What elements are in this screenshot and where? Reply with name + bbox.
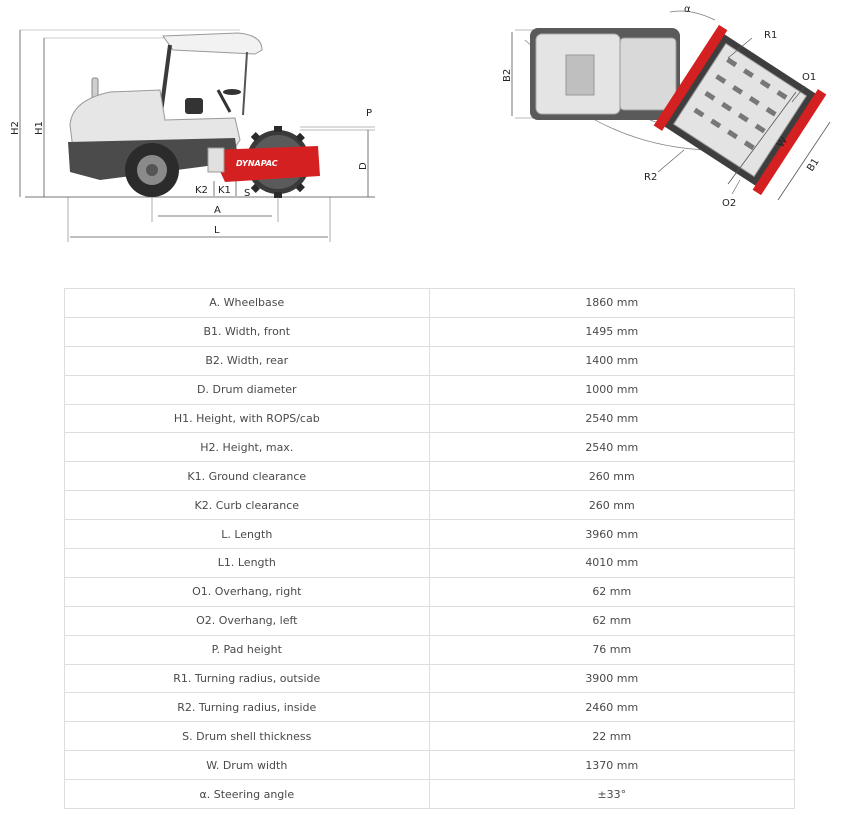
r2-label: R2 <box>644 172 658 183</box>
spec-value: 2460 mm <box>429 693 794 722</box>
spec-table <box>64 288 795 809</box>
h2-label: H2 <box>10 121 21 135</box>
spec-row <box>65 520 795 549</box>
b2-label: B2 <box>502 68 513 82</box>
spec-label: H1. Height, with ROPS/cab <box>65 404 430 433</box>
d-label: D <box>358 162 369 170</box>
spec-row <box>65 346 795 375</box>
l-label: L <box>214 225 220 236</box>
spec-row <box>65 404 795 433</box>
spec-row <box>65 433 795 462</box>
spec-label: H2. Height, max. <box>65 433 430 462</box>
spec-label: A. Wheelbase <box>65 289 430 318</box>
spec-label: L. Length <box>65 520 430 549</box>
spec-value: 1000 mm <box>429 375 794 404</box>
spec-value: 1495 mm <box>429 317 794 346</box>
spec-value: 2540 mm <box>429 433 794 462</box>
brand-logo-text: DYNAPAC <box>236 159 278 168</box>
spec-value: 3900 mm <box>429 664 794 693</box>
spec-label: O1. Overhang, right <box>65 577 430 606</box>
alpha-label: α <box>684 4 691 15</box>
spec-value: ±33° <box>429 780 794 809</box>
spec-value: 3960 mm <box>429 520 794 549</box>
spec-label: P. Pad height <box>65 635 430 664</box>
spec-label: K2. Curb clearance <box>65 491 430 520</box>
spec-value: 1400 mm <box>429 346 794 375</box>
spec-row <box>65 289 795 318</box>
spec-label: S. Drum shell thickness <box>65 722 430 751</box>
spec-label: D. Drum diameter <box>65 375 430 404</box>
spec-value: 62 mm <box>429 606 794 635</box>
spec-row <box>65 375 795 404</box>
side-view-diagram <box>0 0 400 250</box>
spec-label: L1. Length <box>65 549 430 578</box>
spec-value: 260 mm <box>429 462 794 491</box>
spec-row <box>65 635 795 664</box>
r1-label: R1 <box>764 30 778 41</box>
spec-row <box>65 780 795 809</box>
spec-label: K1. Ground clearance <box>65 462 430 491</box>
spec-value: 260 mm <box>429 491 794 520</box>
spec-row <box>65 462 795 491</box>
k1-label: K1 <box>218 185 231 196</box>
o2-label: O2 <box>722 198 737 209</box>
top-view-diagram <box>470 0 848 250</box>
spec-row <box>65 577 795 606</box>
a-label: A <box>214 205 221 216</box>
spec-label: R2. Turning radius, inside <box>65 693 430 722</box>
k2-label: K2 <box>195 185 208 196</box>
spec-label: O2. Overhang, left <box>65 606 430 635</box>
spec-row <box>65 549 795 578</box>
spec-row <box>65 606 795 635</box>
spec-label: B2. Width, rear <box>65 346 430 375</box>
spec-row <box>65 317 795 346</box>
spec-value: 22 mm <box>429 722 794 751</box>
spec-value: 62 mm <box>429 577 794 606</box>
spec-row <box>65 491 795 520</box>
spec-row <box>65 693 795 722</box>
h1-label: H1 <box>34 121 45 135</box>
w-label: W <box>775 135 790 150</box>
s-label: S <box>244 188 251 199</box>
spec-label: W. Drum width <box>65 751 430 780</box>
spec-value: 2540 mm <box>429 404 794 433</box>
p-label: P <box>366 108 373 119</box>
spec-label: R1. Turning radius, outside <box>65 664 430 693</box>
spec-row <box>65 722 795 751</box>
spec-label: α. Steering angle <box>65 780 430 809</box>
spec-value: 1860 mm <box>429 289 794 318</box>
spec-row <box>65 751 795 780</box>
spec-value: 1370 mm <box>429 751 794 780</box>
spec-label: B1. Width, front <box>65 317 430 346</box>
b1-label: B1 <box>805 156 822 174</box>
o1-label: O1 <box>802 72 817 83</box>
spec-value: 4010 mm <box>429 549 794 578</box>
spec-row <box>65 664 795 693</box>
spec-value: 76 mm <box>429 635 794 664</box>
